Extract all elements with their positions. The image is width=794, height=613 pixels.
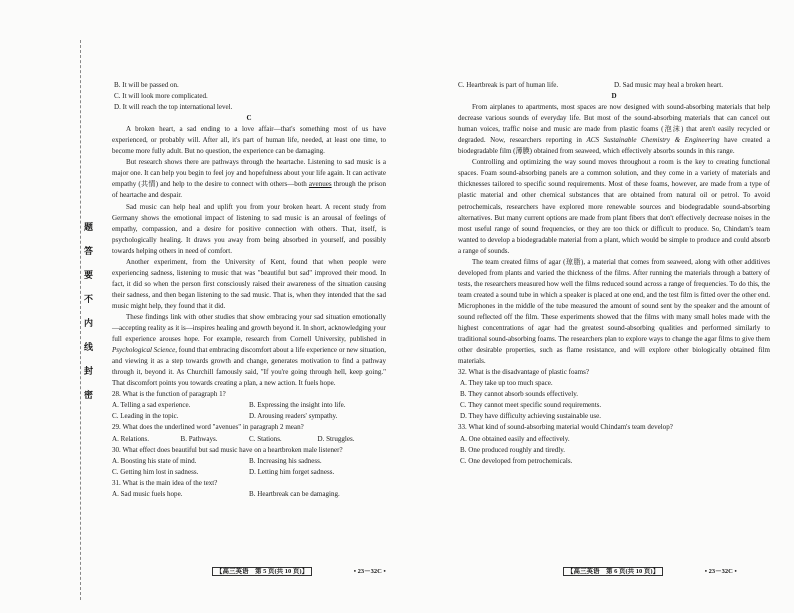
option: C. One developed from petrochemicals. xyxy=(460,456,573,465)
paragraph xyxy=(458,102,770,157)
journal-title: ACS Sustainable Chemistry & Engineering xyxy=(586,136,720,145)
option: D. Arousing readers' sympathy. xyxy=(249,412,338,421)
option: C. Getting him lost in sadness. xyxy=(112,467,199,476)
option: B. Expressing the insight into life. xyxy=(249,401,346,410)
paragraph xyxy=(112,157,386,201)
margin-char: 要 xyxy=(84,270,94,280)
option: C. Leading in the topic. xyxy=(112,412,179,421)
margin-char: 不 xyxy=(84,294,94,304)
underlined-word: avenues xyxy=(308,180,332,189)
prev-option: D. It will reach the top international level. xyxy=(114,103,233,112)
option: A. Boosting his state of mind. xyxy=(112,456,197,465)
option: A. Relations. xyxy=(112,434,149,443)
option: C. Heartbreak is part of human life. xyxy=(458,81,559,89)
prev-option: B. It will be passed on. xyxy=(114,81,179,89)
section-heading: C xyxy=(246,114,252,123)
paragraph: The team created films of agar (琼脂), a material that comes from seaweed, along with other additives developed from plants and varied the thickness of the films. After running the materials through a battery of tests, the researchers measured how well the films reduced sound across a range of frequencies. To do this, the team created a sound tube in which a speaker is placed at one end, and the test film is fitted over the other end. Microphones in the middle of the tube measured the amount of sound sent by the speaker and the amount of sound reflected off the film. These experiments showed that the films with many small holes made with the highest concentrations of agar had the greatest sound-absorbing qualities and performed similarly to traditional sound-absorbing foams. The researchers plan to explore ways to change the agar films to give them other desirable properties, such as flame resistance, and will explore other biologically obtained film materials. xyxy=(458,257,770,366)
paragraph-text: But research shows there are pathways through the heartache. Listening to sad music is a major one. It can help you begin to feel joy and hopefulness about your life again. It can activate empathy (共情) and help to the desire to connect with others—both xyxy=(112,158,386,189)
paragraph: Sad music can help heal and uplift you from your broken heart. A recent study from Germany shows the emotional impact of listening to sad music is an arousal of feelings of empathy, compassion, and a desire for positive connection with others. That, itself, is psychologically healing. It draws you away from being absorbed in yourself, and possibly towards helping others in need of comfort. xyxy=(112,202,386,255)
option: A. Sad music fuels hope. xyxy=(112,489,183,498)
question-32: 32. What is the disadvantage of plastic foams? xyxy=(458,368,589,377)
section-heading: D xyxy=(611,92,617,101)
option: D. Sad music may heal a broken heart. xyxy=(614,81,723,89)
option: B. One produced roughly and tiredly. xyxy=(460,445,566,454)
prev-option: C. It will look more complicated. xyxy=(114,92,208,101)
option: B. Heartbreak can be damaging. xyxy=(249,489,340,498)
paragraph: Controlling and optimizing the way sound moves throughout a room is the key to creating functional spaces. Foam sound-absorbing panels are a common solution, and they come in a variety of materials and thicknesses tailored to specific sound requirements. Most of these foams, however, are made from a type of plastic material and other chemical substances that are obtained from natural oil or petrol. To avoid petrochemicals, researchers have explored more renewable sources and biodegradable sound-absorbing alternatives. But many current options are made from plant fibers that don't effectively decrease noises in the most useful range of sound frequencies, or they are too thick or difficult to produce. So, Chindam's team wanted to develop a biodegradable material from a plant, which would be simple to produce and could absorb a range of sounds. xyxy=(458,158,770,255)
options-30 xyxy=(112,467,386,478)
option: B. Increasing his sadness. xyxy=(249,456,322,465)
margin-char: 线 xyxy=(84,342,94,352)
options-28 xyxy=(112,411,386,422)
options-30 xyxy=(112,456,386,467)
margin-char: 内 xyxy=(84,318,94,328)
page-number: 【高三英语 第 5 页(共 10 页)】 xyxy=(212,567,312,576)
paragraph-text: have created a biodegradable film (薄膜) obtained from seaweed, which effectively absorbs sounds in this range. xyxy=(458,136,770,156)
question-29: 29. What does the underlined word "avenues" in paragraph 2 mean? xyxy=(112,423,304,432)
question-28: 28. What is the function of paragraph 1? xyxy=(112,390,226,399)
option: D. They have difficulty achieving sustainable use. xyxy=(460,412,602,421)
paragraph: A broken heart, a sad ending to a love affair—that's something most of us have experienced, or probably will. After all, it's part of human life, needed, at least one time, to become more fully adult. But no question, the experience can be damaging. xyxy=(112,125,386,156)
option: B. They cannot absorb sounds effectively. xyxy=(460,390,579,399)
margin-char: 封 xyxy=(84,366,94,376)
paragraph xyxy=(112,312,386,389)
paragraph-text: These findings link with other studies that show embracing your sad situation emotionally—accepting reality as it is—inspires healing and growth beyond it. In short, acknowledging your full experience arouses hope. For example, research from Cornell University, published in xyxy=(112,312,386,344)
margin-char: 答 xyxy=(84,246,94,256)
option: A. One obtained easily and effectively. xyxy=(460,434,570,443)
page-footer xyxy=(563,566,737,575)
page-number: 【高三英语 第 6 页(共 10 页)】 xyxy=(563,567,663,576)
seal-line xyxy=(80,40,81,600)
question-31: 31. What is the main idea of the text? xyxy=(112,478,218,487)
option: C. They cannot meet specific sound requirements. xyxy=(460,401,602,410)
paper-code: • 23－32C • xyxy=(704,568,737,575)
option: A. Telling a sad experience. xyxy=(112,401,191,410)
right-column xyxy=(458,80,770,467)
options-29 xyxy=(112,434,386,445)
paper-code: • 23－32C • xyxy=(353,568,386,575)
paragraph-text: through the prison of heartache and despair. xyxy=(112,180,386,200)
left-column xyxy=(112,80,386,500)
prev-options xyxy=(458,80,770,91)
option: B. Pathways. xyxy=(180,434,218,443)
page-footer xyxy=(212,566,386,575)
margin-char: 密 xyxy=(84,390,94,400)
question-30: 30. What effect does beautiful but sad music have on a heartbroken male listener? xyxy=(112,445,343,454)
question-33: 33. What kind of sound-absorbing material would Chindam's team develop? xyxy=(458,423,673,432)
paragraph-text: , found that embracing discomfort about a life experience or new situation, and viewing it as a step towards growth and change, generates motivation to find a pathway through it, beyond it. As Churchill famously said, "If you're going through hell, keep going." That discomfort points you towards creating a plan, a new action. It fuels hope. xyxy=(112,346,386,388)
paragraph: Another experiment, from the University of Kent, found that when people were experiencing sadness, listening to music that was "beautiful but sad" improved their mood. In fact, it did so when the person first consciously raised their awareness of the situation causing their sadness, and then began listening to the sad music. That is, when they intended that the sad music might help, they found that it did. xyxy=(112,257,386,310)
paragraph-text: From airplanes to apartments, most spaces are now designed with sound-absorbing materials that help decrease various sounds of everyday life. But most of the sound-absorbing materials that can cancel out human voices, traffic noise and music are made from plastic foams (泡沫) that aren't easily recycled or degraded. Now, researchers reporting in xyxy=(458,103,770,145)
option: D. Letting him forget sadness. xyxy=(249,467,335,476)
option: A. They take up too much space. xyxy=(460,379,553,388)
margin-char: 题 xyxy=(84,222,94,232)
options-31 xyxy=(112,489,386,500)
option: C. Stations. xyxy=(249,434,282,443)
options-28 xyxy=(112,400,386,411)
journal-title: Psychological Science xyxy=(112,346,176,355)
option: D. Struggles. xyxy=(317,434,355,443)
